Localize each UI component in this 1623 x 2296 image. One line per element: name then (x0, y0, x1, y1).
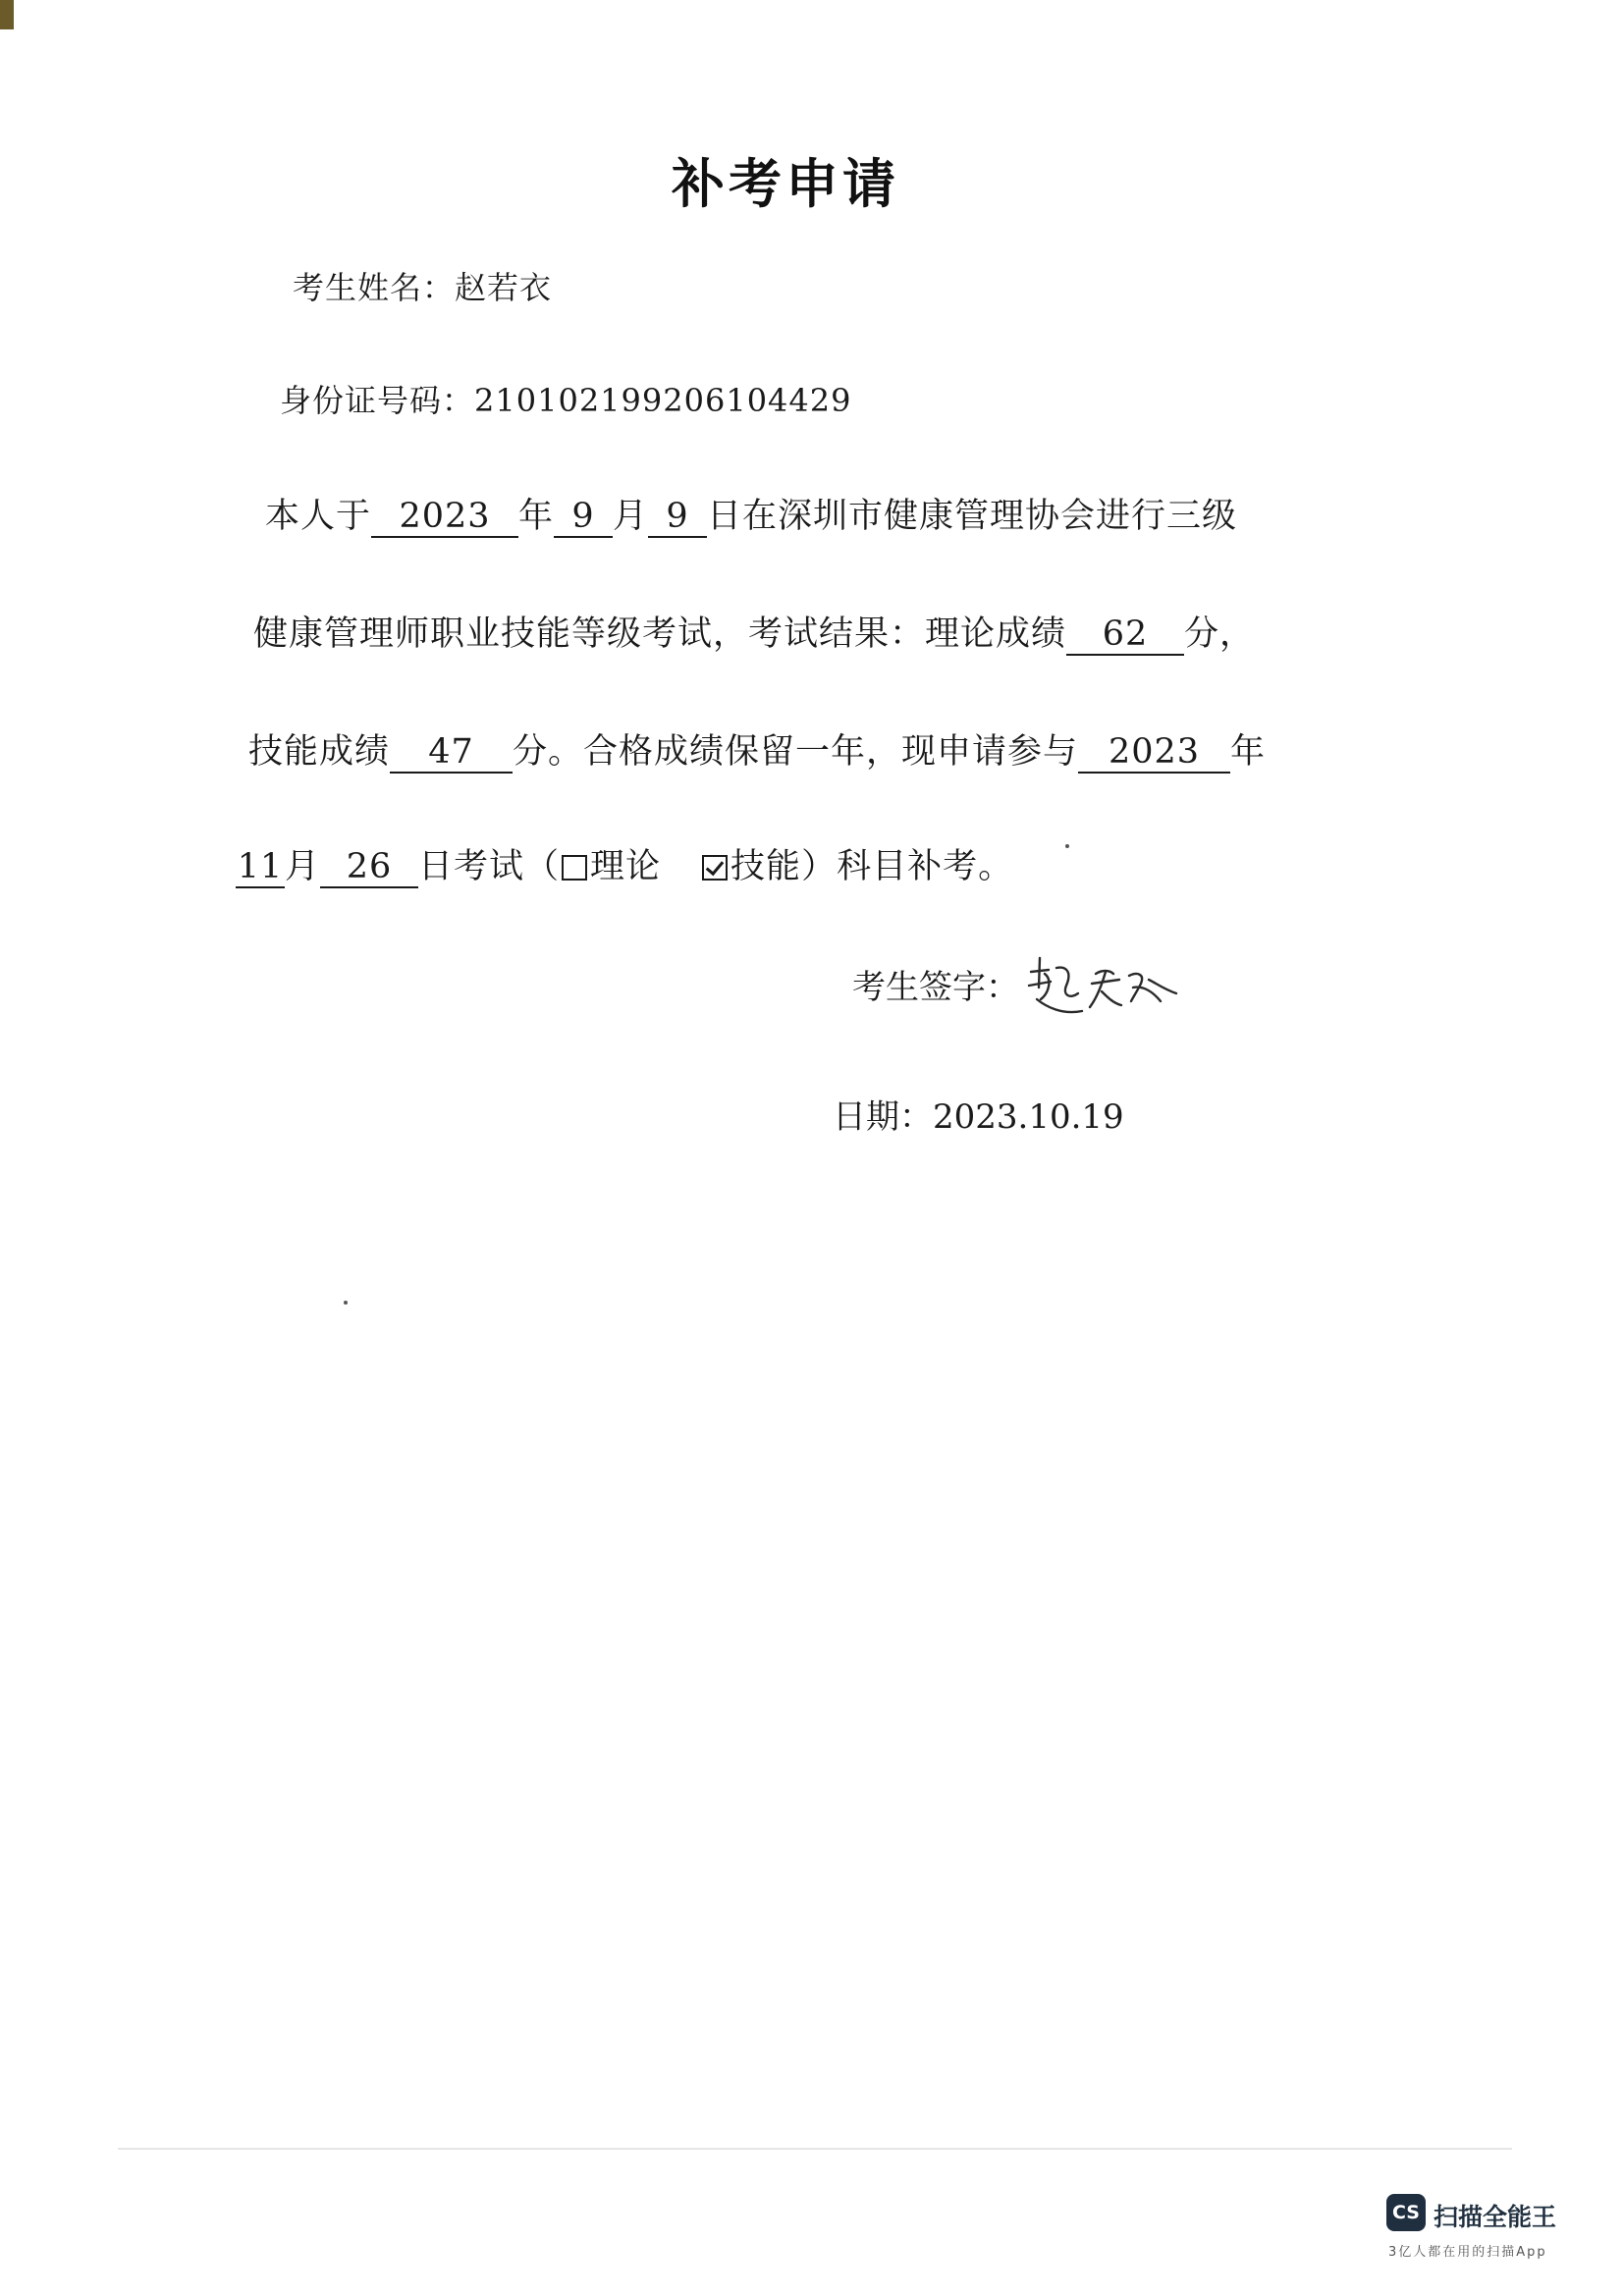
handwritten-signature (1023, 950, 1190, 1029)
statement-line-3 (248, 724, 1266, 774)
statement-line-1 (265, 489, 1237, 538)
statement-text: 月 (613, 497, 649, 536)
retake-day-blank: 26 (320, 847, 418, 888)
scan-speck (1065, 844, 1069, 848)
id-number-field (280, 376, 851, 421)
retake-year-blank: 2023 (1078, 732, 1230, 774)
statement-text: 健康管理师职业技能等级考试，考试结果：理论成绩 (253, 614, 1067, 654)
date-label: 日期： (833, 1097, 933, 1137)
scan-speck (344, 1301, 348, 1305)
statement-text: ）科目补考。 (801, 847, 1014, 886)
statement-line-4 (236, 839, 1013, 888)
theory-option-label: 理论 (590, 847, 662, 886)
exam-year-blank: 2023 (371, 497, 518, 538)
scanner-app-name: 扫描全能王 (1434, 2203, 1557, 2231)
statement-text: 分。合格成绩保留一年，现申请参与 (513, 732, 1079, 772)
date-value: 2023.10.19 (933, 1097, 1124, 1137)
exam-day-blank: 9 (648, 497, 707, 538)
paper-bottom-edge (118, 2148, 1512, 2150)
statement-text: 日考试（ (418, 847, 561, 886)
date-field (833, 1090, 1124, 1138)
document-title: 补考申请 (672, 153, 899, 215)
statement-line-2 (253, 607, 1255, 656)
statement-text: 月 (285, 847, 321, 886)
statement-text: 年 (518, 497, 555, 536)
theory-score-blank: 62 (1066, 614, 1184, 656)
candidate-name-label: 考生姓名： (293, 269, 456, 306)
id-number-label: 身份证号码： (280, 382, 475, 419)
statement-text: 日在深圳市健康管理协会进行三级 (707, 497, 1238, 536)
scan-edge-mark (0, 0, 14, 29)
theory-option-checkbox (562, 855, 587, 881)
statement-text: 技能成绩 (248, 732, 391, 772)
id-number-value: 210102199206104429 (474, 382, 852, 419)
camscanner-logo-icon: CS (1386, 2194, 1426, 2231)
signature-label: 考生签字： (852, 968, 1019, 1007)
scanner-tagline: 3亿人都在用的扫描App (1388, 2245, 1547, 2260)
skill-option-label: 技能 (730, 847, 802, 886)
statement-text: 本人于 (265, 497, 372, 536)
skill-option-checkbox (702, 855, 728, 881)
statement-text: 年 (1230, 732, 1267, 772)
candidate-name-field (293, 263, 552, 308)
candidate-name-value: 赵若衣 (455, 269, 553, 306)
scanner-watermark (1386, 2194, 1583, 2272)
retake-month-blank: 11 (236, 847, 285, 888)
statement-text: 分， (1184, 614, 1256, 654)
skill-score-blank: 47 (390, 732, 513, 774)
exam-month-blank: 9 (554, 497, 613, 538)
